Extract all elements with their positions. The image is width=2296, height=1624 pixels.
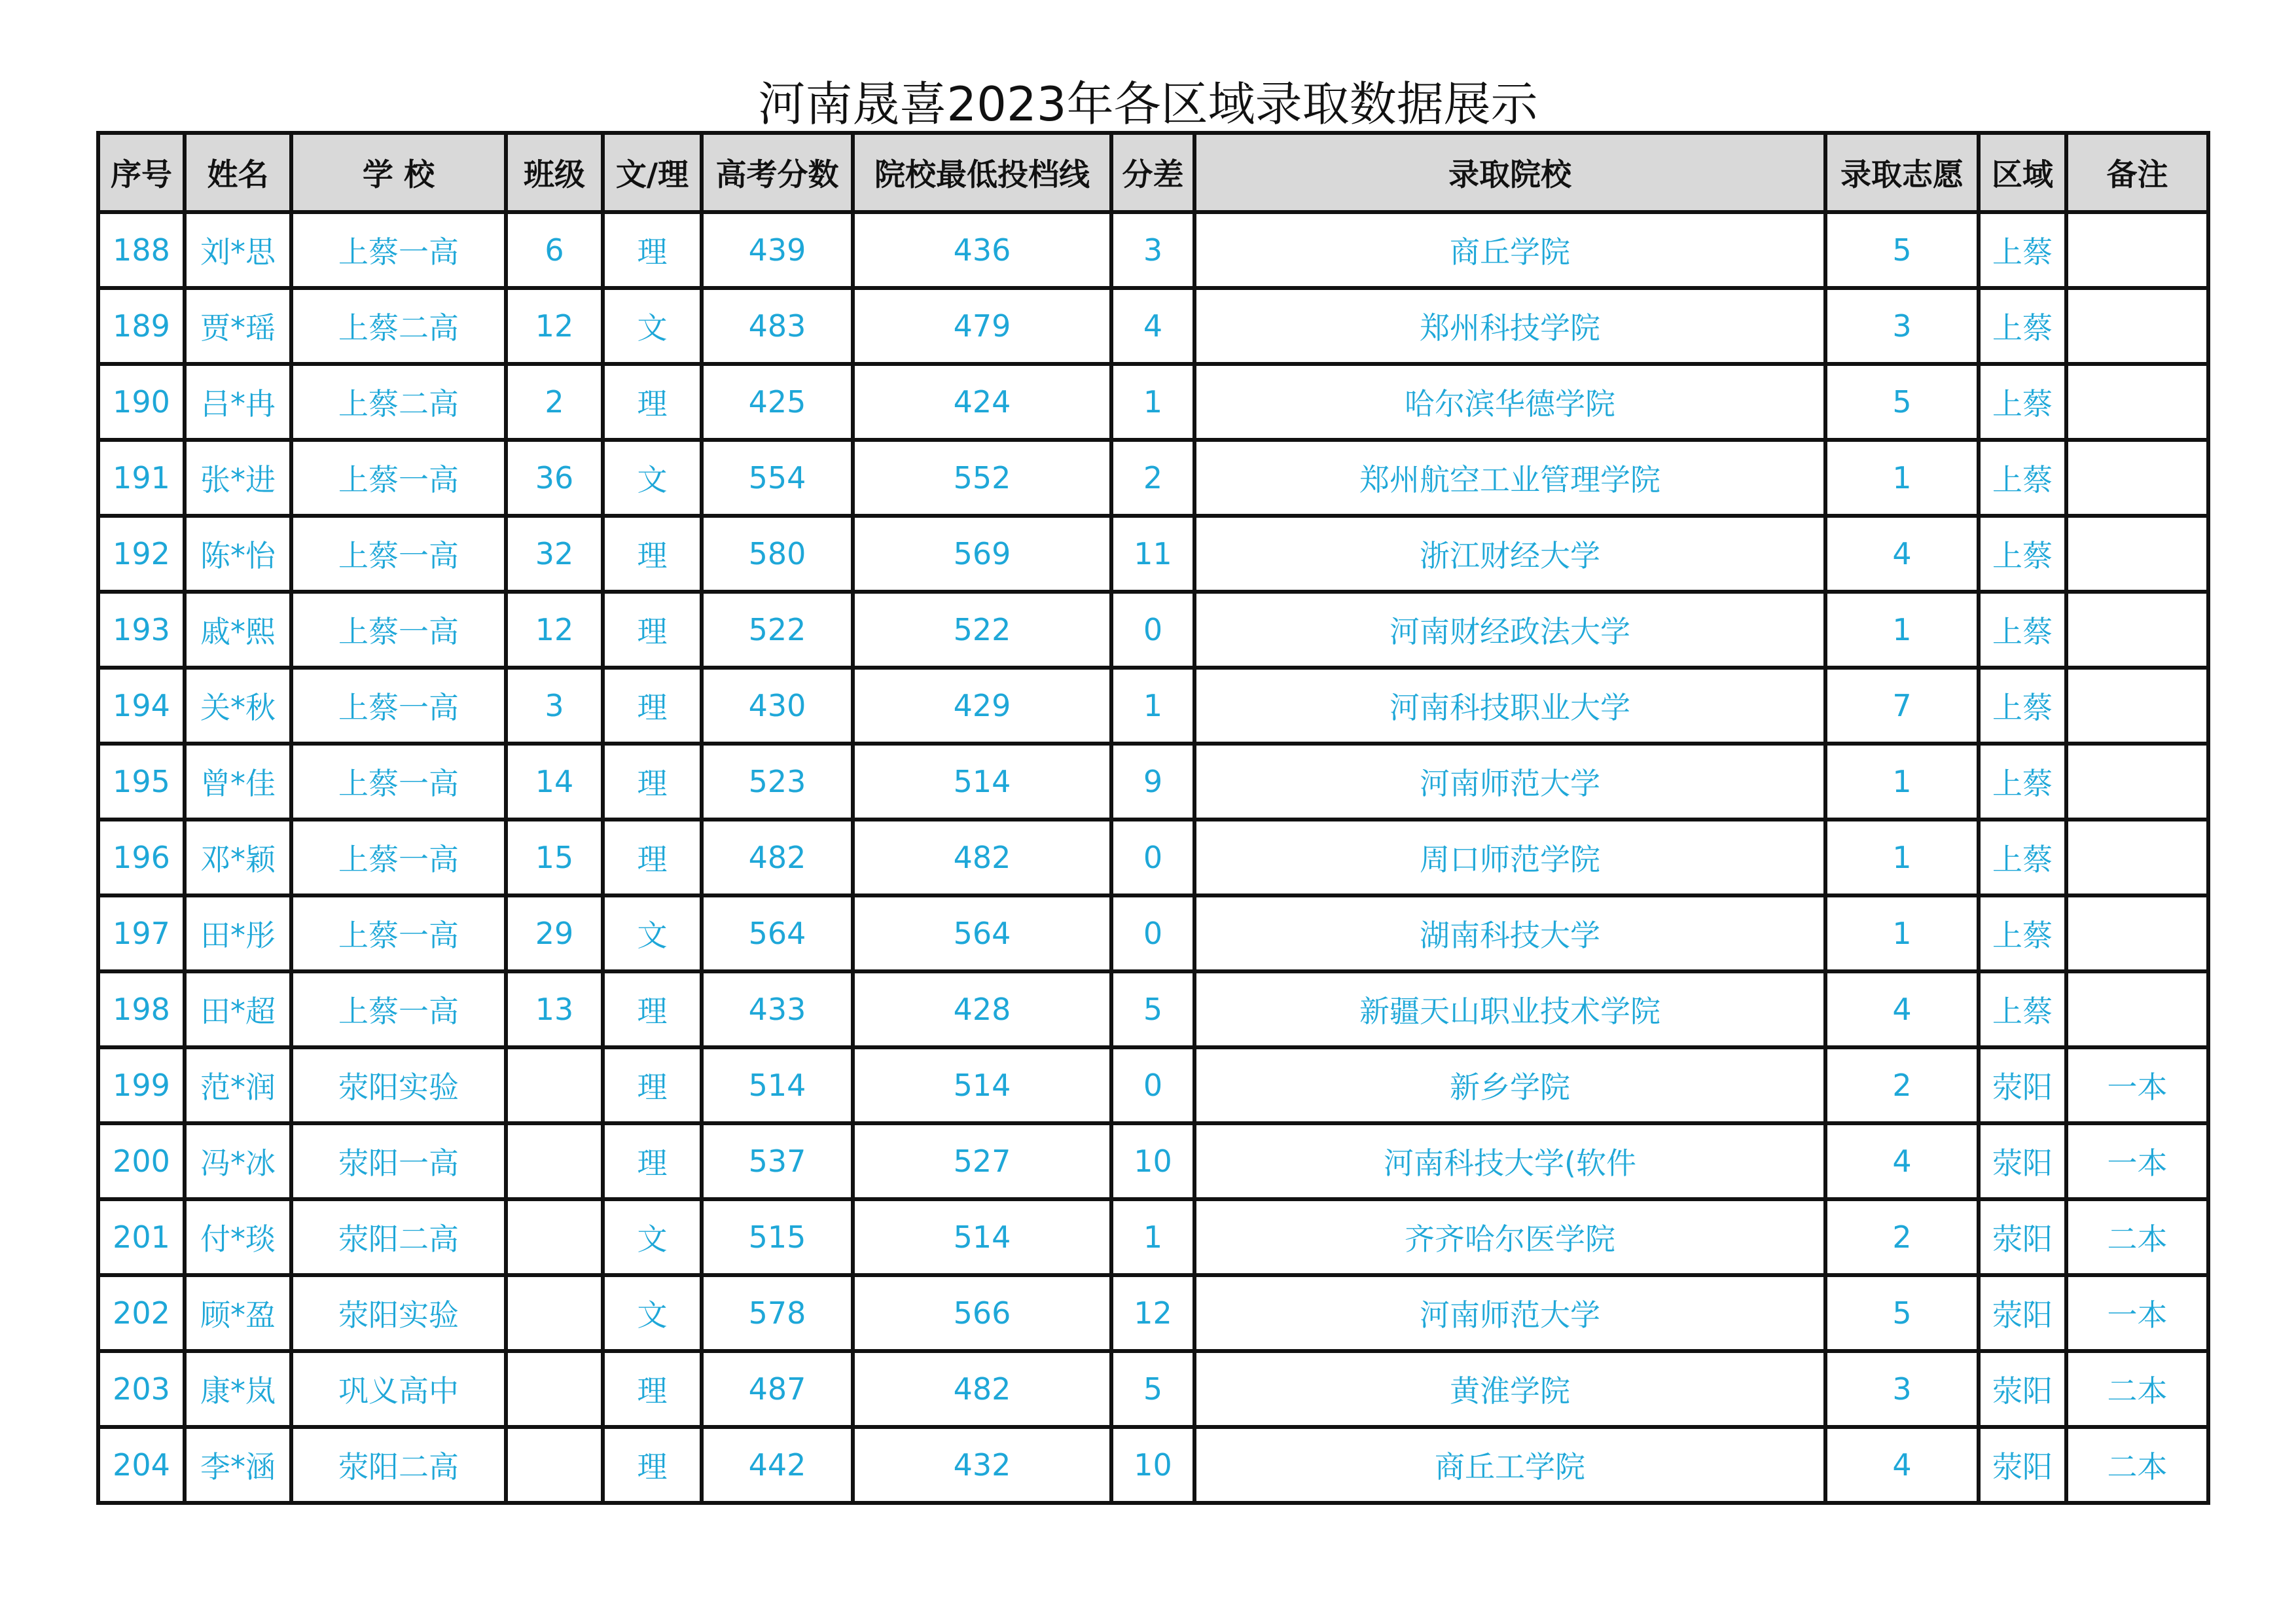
school-cell: 上蔡二高: [291, 364, 506, 440]
choice-header: 录取志愿: [1825, 133, 1979, 212]
score-cell: 482: [702, 820, 853, 895]
name-cell: 吕*冉: [185, 364, 291, 440]
score-cell: 564: [702, 895, 853, 971]
region-cell: 上蔡: [1979, 592, 2066, 668]
diff-cell: 5: [1111, 1351, 1194, 1427]
note-cell: [2066, 364, 2208, 440]
score-cell: 442: [702, 1427, 853, 1503]
class-cell: [506, 1351, 603, 1427]
note-cell: 一本: [2066, 1275, 2208, 1351]
score-cell: 439: [702, 212, 853, 288]
table-row: [98, 668, 2208, 744]
seq-cell: 193: [98, 592, 185, 668]
score-cell: 537: [702, 1123, 853, 1199]
admitted-school-cell: 郑州航空工业管理学院: [1194, 440, 1825, 516]
min-line-cell: 482: [853, 820, 1111, 895]
diff-cell: 9: [1111, 744, 1194, 820]
class-cell: 12: [506, 592, 603, 668]
track-cell: 文: [603, 1199, 702, 1275]
admitted-school-cell: 齐齐哈尔医学院: [1194, 1199, 1825, 1275]
choice-cell: 4: [1825, 971, 1979, 1047]
school-cell: 上蔡一高: [291, 212, 506, 288]
admission-table: [96, 131, 2210, 1505]
school-cell: 上蔡一高: [291, 895, 506, 971]
choice-cell: 1: [1825, 440, 1979, 516]
track-header: 文/理: [603, 133, 702, 212]
class-cell: [506, 1275, 603, 1351]
seq-cell: 201: [98, 1199, 185, 1275]
name-cell: 刘*思: [185, 212, 291, 288]
track-cell: 文: [603, 1275, 702, 1351]
seq-header: 序号: [98, 133, 185, 212]
seq-cell: 191: [98, 440, 185, 516]
track-cell: 文: [603, 895, 702, 971]
class-cell: 6: [506, 212, 603, 288]
track-cell: 理: [603, 516, 702, 592]
school-header: 学 校: [291, 133, 506, 212]
choice-cell: 4: [1825, 1427, 1979, 1503]
min-line-cell: 564: [853, 895, 1111, 971]
choice-cell: 1: [1825, 592, 1979, 668]
region-cell: 荥阳: [1979, 1275, 2066, 1351]
diff-cell: 1: [1111, 668, 1194, 744]
table-row: [98, 288, 2208, 364]
diff-cell: 4: [1111, 288, 1194, 364]
note-cell: 二本: [2066, 1427, 2208, 1503]
note-cell: 一本: [2066, 1047, 2208, 1123]
min-line-header: 院校最低投档线: [853, 133, 1111, 212]
table-row: [98, 1199, 2208, 1275]
note-cell: [2066, 744, 2208, 820]
table-row: [98, 516, 2208, 592]
score-cell: 522: [702, 592, 853, 668]
name-cell: 戚*熙: [185, 592, 291, 668]
table-row: [98, 592, 2208, 668]
table-row: [98, 440, 2208, 516]
choice-cell: 1: [1825, 895, 1979, 971]
school-cell: 巩义高中: [291, 1351, 506, 1427]
score-cell: 578: [702, 1275, 853, 1351]
track-cell: 理: [603, 364, 702, 440]
region-cell: 上蔡: [1979, 820, 2066, 895]
name-cell: 张*进: [185, 440, 291, 516]
school-cell: 上蔡一高: [291, 516, 506, 592]
diff-cell: 10: [1111, 1123, 1194, 1199]
region-cell: 荥阳: [1979, 1123, 2066, 1199]
school-cell: 上蔡一高: [291, 592, 506, 668]
admitted-school-cell: 新乡学院: [1194, 1047, 1825, 1123]
seq-cell: 190: [98, 364, 185, 440]
seq-cell: 203: [98, 1351, 185, 1427]
score-cell: 514: [702, 1047, 853, 1123]
table-row: [98, 971, 2208, 1047]
admitted-school-cell: 新疆天山职业技术学院: [1194, 971, 1825, 1047]
table-row: [98, 895, 2208, 971]
diff-cell: 1: [1111, 364, 1194, 440]
track-cell: 理: [603, 1047, 702, 1123]
seq-cell: 204: [98, 1427, 185, 1503]
min-line-cell: 527: [853, 1123, 1111, 1199]
school-cell: 上蔡一高: [291, 971, 506, 1047]
class-cell: [506, 1123, 603, 1199]
note-cell: 一本: [2066, 1123, 2208, 1199]
choice-cell: 5: [1825, 364, 1979, 440]
min-line-cell: 479: [853, 288, 1111, 364]
school-cell: 荥阳实验: [291, 1047, 506, 1123]
track-cell: 理: [603, 212, 702, 288]
seq-cell: 194: [98, 668, 185, 744]
school-cell: 荥阳实验: [291, 1275, 506, 1351]
choice-cell: 1: [1825, 820, 1979, 895]
region-cell: 上蔡: [1979, 668, 2066, 744]
region-cell: 上蔡: [1979, 288, 2066, 364]
choice-cell: 4: [1825, 516, 1979, 592]
note-cell: [2066, 516, 2208, 592]
note-cell: [2066, 668, 2208, 744]
name-cell: 邓*颖: [185, 820, 291, 895]
school-cell: 荥阳一高: [291, 1123, 506, 1199]
table-row: [98, 744, 2208, 820]
min-line-cell: 432: [853, 1427, 1111, 1503]
diff-cell: 1: [1111, 1199, 1194, 1275]
seq-cell: 195: [98, 744, 185, 820]
name-cell: 康*岚: [185, 1351, 291, 1427]
name-cell: 顾*盈: [185, 1275, 291, 1351]
region-cell: 上蔡: [1979, 364, 2066, 440]
min-line-cell: 514: [853, 1047, 1111, 1123]
score-cell: 580: [702, 516, 853, 592]
admitted-school-cell: 周口师范学院: [1194, 820, 1825, 895]
track-cell: 理: [603, 744, 702, 820]
choice-cell: 2: [1825, 1199, 1979, 1275]
score-cell: 554: [702, 440, 853, 516]
track-cell: 理: [603, 1351, 702, 1427]
note-cell: 二本: [2066, 1351, 2208, 1427]
note-cell: [2066, 440, 2208, 516]
class-cell: [506, 1047, 603, 1123]
admitted-school-cell: 河南师范大学: [1194, 1275, 1825, 1351]
choice-cell: 1: [1825, 744, 1979, 820]
admitted-school-cell: 商丘学院: [1194, 212, 1825, 288]
region-cell: 荥阳: [1979, 1047, 2066, 1123]
diff-cell: 2: [1111, 440, 1194, 516]
admitted-school-cell: 河南科技职业大学: [1194, 668, 1825, 744]
track-cell: 理: [603, 971, 702, 1047]
school-cell: 荥阳二高: [291, 1199, 506, 1275]
seq-cell: 188: [98, 212, 185, 288]
seq-cell: 198: [98, 971, 185, 1047]
diff-header: 分差: [1111, 133, 1194, 212]
table-row: [98, 1275, 2208, 1351]
admitted-school-cell: 黄淮学院: [1194, 1351, 1825, 1427]
note-cell: [2066, 971, 2208, 1047]
choice-cell: 5: [1825, 1275, 1979, 1351]
school-cell: 上蔡一高: [291, 820, 506, 895]
note-cell: [2066, 592, 2208, 668]
name-cell: 付*琰: [185, 1199, 291, 1275]
diff-cell: 0: [1111, 820, 1194, 895]
admitted-school-cell: 河南科技大学(软件: [1194, 1123, 1825, 1199]
name-cell: 曾*佳: [185, 744, 291, 820]
table-row: [98, 1123, 2208, 1199]
class-cell: 13: [506, 971, 603, 1047]
score-cell: 433: [702, 971, 853, 1047]
seq-cell: 197: [98, 895, 185, 971]
school-cell: 上蔡二高: [291, 288, 506, 364]
table-row: [98, 364, 2208, 440]
seq-cell: 189: [98, 288, 185, 364]
score-cell: 430: [702, 668, 853, 744]
table-row: [98, 212, 2208, 288]
seq-cell: 196: [98, 820, 185, 895]
track-cell: 理: [603, 1123, 702, 1199]
note-cell: [2066, 820, 2208, 895]
diff-cell: 5: [1111, 971, 1194, 1047]
seq-cell: 200: [98, 1123, 185, 1199]
min-line-cell: 522: [853, 592, 1111, 668]
track-cell: 文: [603, 440, 702, 516]
score-cell: 425: [702, 364, 853, 440]
region-cell: 上蔡: [1979, 895, 2066, 971]
admitted-school-cell: 哈尔滨华德学院: [1194, 364, 1825, 440]
region-cell: 上蔡: [1979, 440, 2066, 516]
region-cell: 荥阳: [1979, 1199, 2066, 1275]
diff-cell: 0: [1111, 592, 1194, 668]
name-cell: 田*彤: [185, 895, 291, 971]
region-cell: 上蔡: [1979, 971, 2066, 1047]
diff-cell: 10: [1111, 1427, 1194, 1503]
choice-cell: 4: [1825, 1123, 1979, 1199]
diff-cell: 0: [1111, 895, 1194, 971]
diff-cell: 11: [1111, 516, 1194, 592]
school-cell: 上蔡一高: [291, 440, 506, 516]
min-line-cell: 569: [853, 516, 1111, 592]
table-row: [98, 1427, 2208, 1503]
class-cell: 12: [506, 288, 603, 364]
table-body: [98, 212, 2208, 1503]
track-cell: 理: [603, 668, 702, 744]
school-cell: 上蔡一高: [291, 744, 506, 820]
class-cell: 32: [506, 516, 603, 592]
score-cell: 515: [702, 1199, 853, 1275]
table-row: [98, 820, 2208, 895]
school-cell: 上蔡一高: [291, 668, 506, 744]
track-cell: 理: [603, 1427, 702, 1503]
seq-cell: 202: [98, 1275, 185, 1351]
score-cell: 523: [702, 744, 853, 820]
choice-cell: 3: [1825, 1351, 1979, 1427]
class-cell: 14: [506, 744, 603, 820]
region-cell: 上蔡: [1979, 744, 2066, 820]
name-cell: 范*润: [185, 1047, 291, 1123]
choice-cell: 2: [1825, 1047, 1979, 1123]
table-row: [98, 1351, 2208, 1427]
school-cell: 荥阳二高: [291, 1427, 506, 1503]
choice-cell: 3: [1825, 288, 1979, 364]
page-title: 河南晟喜2023年各区域录取数据展示: [758, 77, 1538, 132]
region-header: 区域: [1979, 133, 2066, 212]
name-cell: 李*涵: [185, 1427, 291, 1503]
min-line-cell: 428: [853, 971, 1111, 1047]
region-cell: 荥阳: [1979, 1427, 2066, 1503]
admitted-school-cell: 河南财经政法大学: [1194, 592, 1825, 668]
note-cell: [2066, 212, 2208, 288]
admitted-school-cell: 浙江财经大学: [1194, 516, 1825, 592]
track-cell: 文: [603, 288, 702, 364]
table-row: [98, 1047, 2208, 1123]
class-cell: 29: [506, 895, 603, 971]
score-cell: 487: [702, 1351, 853, 1427]
class-cell: [506, 1427, 603, 1503]
diff-cell: 0: [1111, 1047, 1194, 1123]
name-cell: 陈*怡: [185, 516, 291, 592]
min-line-cell: 482: [853, 1351, 1111, 1427]
admitted-school-header: 录取院校: [1194, 133, 1825, 212]
name-cell: 田*超: [185, 971, 291, 1047]
diff-cell: 12: [1111, 1275, 1194, 1351]
class-cell: [506, 1199, 603, 1275]
region-cell: 荥阳: [1979, 1351, 2066, 1427]
track-cell: 理: [603, 592, 702, 668]
min-line-cell: 552: [853, 440, 1111, 516]
note-cell: [2066, 288, 2208, 364]
seq-cell: 199: [98, 1047, 185, 1123]
min-line-cell: 566: [853, 1275, 1111, 1351]
min-line-cell: 436: [853, 212, 1111, 288]
score-cell: 483: [702, 288, 853, 364]
min-line-cell: 514: [853, 1199, 1111, 1275]
score-header: 高考分数: [702, 133, 853, 212]
diff-cell: 3: [1111, 212, 1194, 288]
class-cell: 2: [506, 364, 603, 440]
admitted-school-cell: 湖南科技大学: [1194, 895, 1825, 971]
class-cell: 36: [506, 440, 603, 516]
seq-cell: 192: [98, 516, 185, 592]
admitted-school-cell: 河南师范大学: [1194, 744, 1825, 820]
note-header: 备注: [2066, 133, 2208, 212]
name-header: 姓名: [185, 133, 291, 212]
class-header: 班级: [506, 133, 603, 212]
min-line-cell: 514: [853, 744, 1111, 820]
note-cell: 二本: [2066, 1199, 2208, 1275]
choice-cell: 5: [1825, 212, 1979, 288]
class-cell: 3: [506, 668, 603, 744]
min-line-cell: 429: [853, 668, 1111, 744]
admitted-school-cell: 郑州科技学院: [1194, 288, 1825, 364]
min-line-cell: 424: [853, 364, 1111, 440]
track-cell: 理: [603, 820, 702, 895]
name-cell: 冯*冰: [185, 1123, 291, 1199]
region-cell: 上蔡: [1979, 516, 2066, 592]
header-row: [98, 133, 2208, 212]
name-cell: 贾*瑶: [185, 288, 291, 364]
class-cell: 15: [506, 820, 603, 895]
note-cell: [2066, 895, 2208, 971]
name-cell: 关*秋: [185, 668, 291, 744]
choice-cell: 7: [1825, 668, 1979, 744]
region-cell: 上蔡: [1979, 212, 2066, 288]
admitted-school-cell: 商丘工学院: [1194, 1427, 1825, 1503]
